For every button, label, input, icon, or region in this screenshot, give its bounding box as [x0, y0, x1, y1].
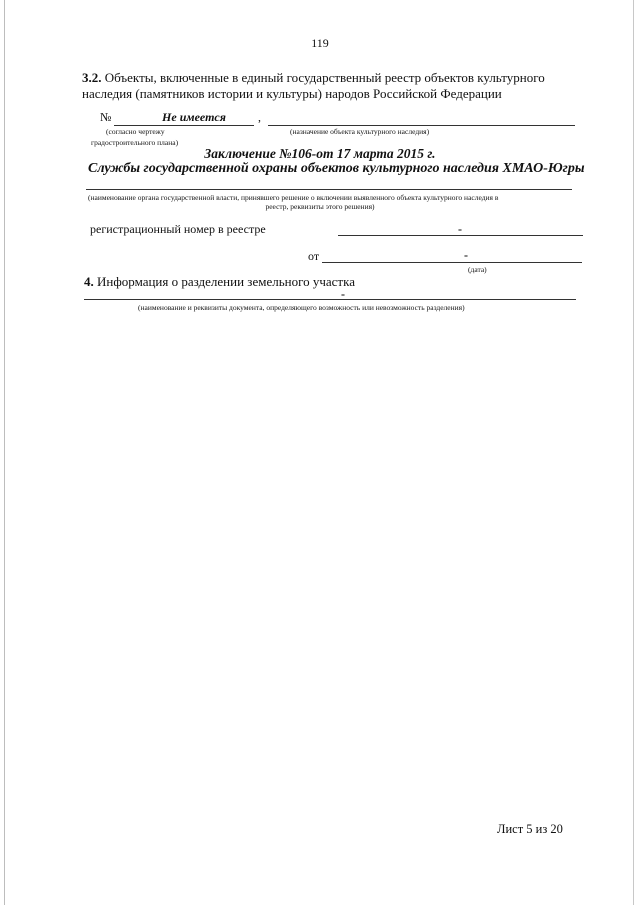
hint-land-division: (наименование и реквизиты документа, определяющего возможность или невозможность разделения) — [138, 303, 465, 312]
section-3-2-title-line1: Объекты, включенные в единый государственный реестр объектов культурного — [104, 70, 545, 85]
object-number-underline — [114, 125, 254, 126]
hint-drawing-line1: (согласно чертежу — [106, 127, 165, 136]
scan-edge-right — [633, 0, 634, 905]
section-4-underline — [84, 299, 576, 300]
object-separator: , — [258, 110, 261, 124]
page-number: 119 — [311, 36, 329, 50]
registry-date-value: - — [464, 248, 468, 262]
registry-date-underline — [322, 262, 582, 263]
conclusion-underline — [86, 189, 572, 190]
section-3-2-heading — [82, 70, 545, 86]
object-number-sign: № — [100, 110, 112, 124]
hint-drawing-line2: градостроительного плана) — [91, 138, 179, 147]
hint-purpose: (назначение объекта культурного наследия) — [290, 127, 430, 136]
object-number-value: Не имеется — [162, 110, 226, 124]
hint-date: (дата) — [468, 265, 487, 274]
section-4-heading — [84, 274, 355, 290]
conclusion-line1: Заключение №106-от 17 марта 2015 г. — [204, 146, 436, 161]
conclusion-line2: Службы государственной охраны объектов культурного наследия ХМАО-Югры — [88, 161, 585, 176]
section-4-value: - — [341, 287, 345, 301]
section-4-title: Информация о разделении земельного участка — [97, 274, 355, 289]
hint-authority-line2: реестр, реквизиты этого решения) — [265, 202, 375, 211]
hint-authority-line1: (наименование органа государственной власти, принявшего решение о включении выявленного объекта культурного наследия в — [88, 193, 499, 202]
section-3-2-title-line2: наследия (памятников истории и культуры) народов Российской Федерации — [82, 86, 502, 101]
section-3-2-number: 3.2. — [82, 70, 102, 85]
scan-edge-left — [4, 0, 5, 905]
object-purpose-underline — [268, 125, 575, 126]
sheet-counter: Лист 5 из 20 — [497, 822, 563, 836]
registry-date-prefix: от — [308, 249, 320, 263]
registry-number-value: - — [458, 222, 462, 236]
registry-number-label: регистрационный номер в реестре — [90, 222, 266, 236]
section-4-number: 4. — [84, 274, 94, 289]
